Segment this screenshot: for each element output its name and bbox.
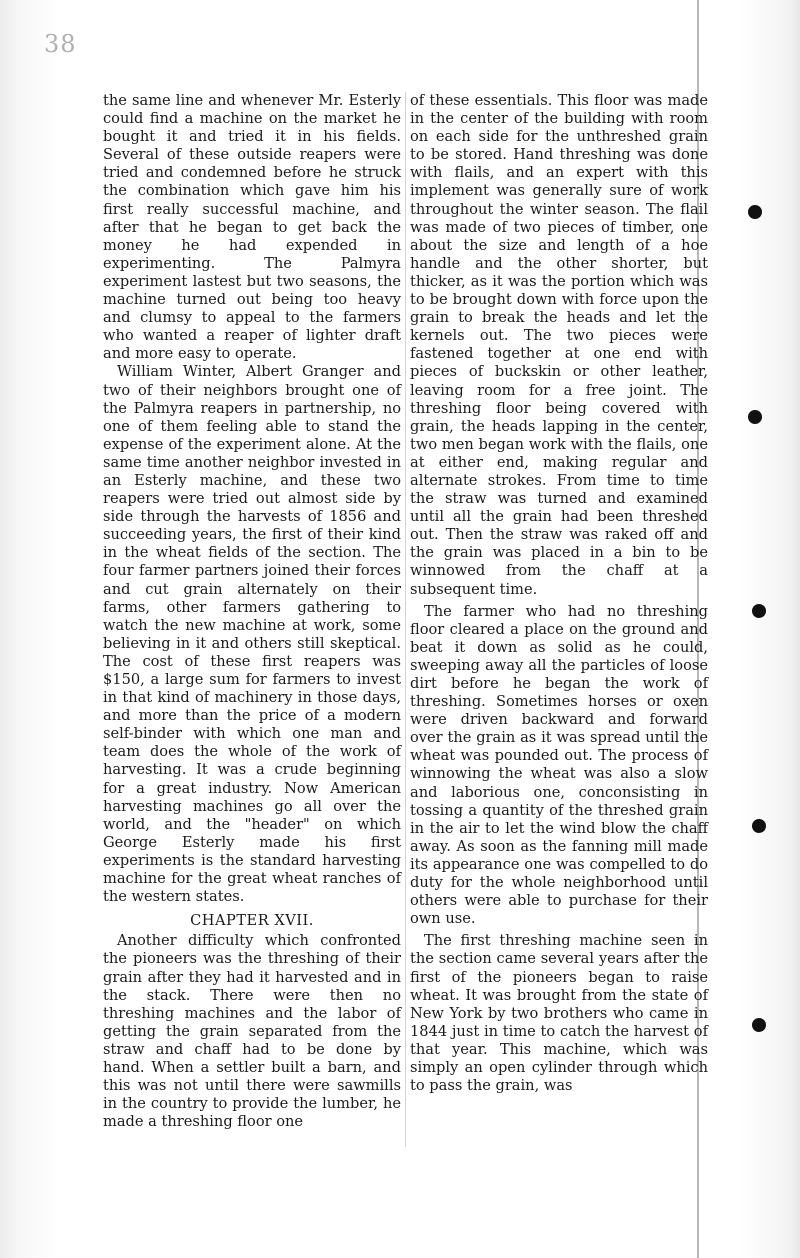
right-paragraph-3: The first threshing machine seen in the section came several years after the first of the pioneers began to raise wheat. It was brought from the state of New York by two brothers who came in 1844 just in time to catch the harvest of that year. This machine, which was simply an open cylinder through which to pass the grain, was [410,932,708,1095]
page-number: 38 [44,30,77,58]
right-paragraph-2: The farmer who had no threshing floor cleared a place on the ground and beat it down as solid as he could, sweeping away all the particles of loose dirt before he began the work of threshing. Sometimes horses or oxen were driven backward and forward over the grain as it was spread until the wheat was pounded out. The process of winnowing the wheat was also a slow and laborious one, conconsisting in tossing a quantity of the threshed grain in the air to let the wind blow the chaff away. As soon as the fanning mill made its appearance one was compelled to do duty for the whole neighborhood until others were able to purchase for their own use. [410,602,708,928]
left-column [103,92,401,1131]
binder-hole-1 [748,205,762,219]
column-divider [405,92,406,1147]
right-paragraph-1: of these essentials. This floor was made in the center of the building with room on each side for the unthreshed grain to be stored. Hand threshing was done with flails, and an expert with this implement was generally sure of work throughout the winter season. The flail was made of two pieces of timber, one about the size and length of a hoe handle and the other shorter, but thicker, as it was the portion which was to be brought down with force upon the grain to break the heads and let the kernels out. The two pieces were fastened together at one end with pieces of buckskin or other leather, leaving room for a free joint. The threshing floor being covered with grain, the heads lapping in the center, two men began work with the flails, one at either end, making regular and alternate strokes. From time to time the straw was turned and examined until all the grain had been threshed out. Then the straw was raked off and the grain was placed in a bin to be winnowed from the chaff at a subsequent time. [410,92,708,598]
left-paragraph-2: William Winter, Albert Granger and two of their neighbors brought one of the Palmyra reapers in partnership, no one of them feeling able to stand the expense of the experiment alone. At the same time another neighbor invested in an Esterly machine, and these two reapers were tried out almost side by side through the harvests of 1856 and succeeding years, the first of their kind in the wheat fields of the section. The four farmer partners joined their forces and cut grain alternately on their farms, other farmers gathering to watch the new machine at work, some believing in it and others still skeptical. The cost of these first reapers was $150, a large sum for farmers to invest in that kind of machinery in those days, and more than the price of a modern self-binder with which one man and team does the whole of the work of harvesting. It was a crude beginning for a great industry. Now American harvesting machines go all over the world, and the "header" on which George Esterly made his first experiments is the standard harvesting machine for the great wheat ranches of the western states. [103,363,401,906]
binder-hole-4 [752,819,766,833]
binder-hole-2 [748,410,762,424]
left-paragraph-3: Another difficulty which confronted the pioneers was the threshing of their grain after they had it harvested and in the stack. There were then no threshing machines and the labor of getting the grain separated from the straw and chaff had to be done by hand. When a settler built a barn, and this was not until there were sawmills in the country to provide the lumber, he made a threshing floor one [103,932,401,1131]
binder-hole-5 [752,1018,766,1032]
right-column [410,92,708,1095]
chapter-heading: CHAPTER XVII. [190,912,314,930]
left-paragraph-1: the same line and whenever Mr. Esterly could find a machine on the market he bought it and tried it in his fields. Several of these outside reapers were tried and condemned before he struck the combination which gave him his first really successful machine, and after that he began to get back the money he had expended in experimenting. The Palmyra experiment lastest but two seasons, the machine turned out being too heavy and clumsy to appeal to the farmers who wanted a reaper of lighter draft and more easy to operate. [103,92,401,363]
binder-hole-3 [752,604,766,618]
